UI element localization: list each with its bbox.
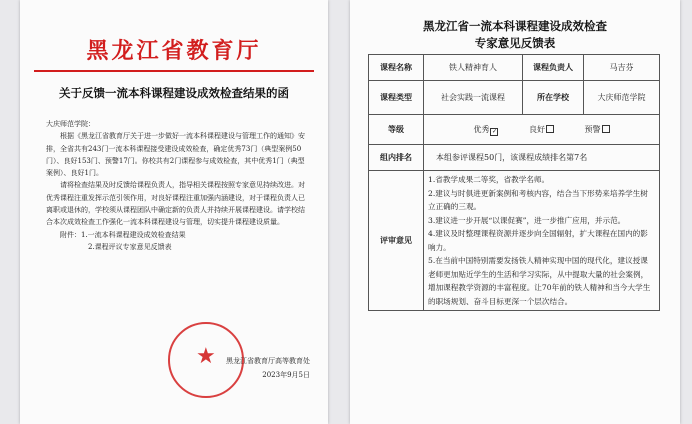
letter-paragraph: 请将检查结果及时反馈给课程负责人，指导相关课程按照专家意见持续改进。对优秀课程注重发挥示范引领作用，对良好课程注重加强内涵建设，对于课程负责人已离职或退休的，学校须从课程团队中确定新的负责人并持续开展课程建设。请学校结合本次成效检查工作强化一流本科课程建设与管理，切实提升课程建设质量。 — [46, 181, 305, 227]
attachment-item: 2.课程评议专家意见反馈表 — [88, 242, 172, 251]
empty-box-icon — [546, 125, 554, 133]
letterhead-title: 黑龙江省教育厅 — [86, 38, 262, 64]
letter-paragraph: 根据《黑龙江省教育厅关于进一步做好一流本科课程建设与管理工作的通知》安排，全省共有243门一流本科课程接受建设成效检查，确定优秀73门（典型案例50门）、良好153门、预警17门。你校共有2门课程参与成效检查，其中优秀1门（典型案例）、良好1门。 — [46, 132, 305, 178]
school-value: 大庆师范学院 — [584, 81, 660, 115]
table-row — [369, 115, 660, 145]
letter-signature: 黑龙江省教育厅高等教育处 — [226, 357, 310, 365]
review-item: 2.建议与时俱进更新案例和考核内容，结合当下形势来培养学生树立正确的三观。 — [428, 188, 648, 211]
school-label: 所在学校 — [523, 81, 584, 115]
course-name-value: 铁人精神育人 — [424, 55, 523, 81]
rank-value: 本组参评课程50门，该课程成绩排名第7名 — [424, 145, 660, 171]
review-item: 3.建议进一步开展“以课促赛”，进一步推广应用，并示范。 — [428, 215, 626, 225]
letter-date: 2023年9月5日 — [262, 371, 310, 379]
form-title-line: 黑龙江省一流本科课程建设成效检查 — [423, 19, 607, 33]
letter-signature-block — [140, 354, 310, 382]
course-owner-label: 课程负责人 — [523, 55, 584, 81]
form-title — [350, 18, 680, 52]
course-name-label: 课程名称 — [369, 55, 424, 81]
letterhead-rule — [34, 70, 314, 72]
rank-label: 组内排名 — [369, 145, 424, 171]
grade-options — [424, 115, 660, 145]
review-item: 1.省教学成果二等奖，省教学名师。 — [428, 175, 550, 184]
checked-box-icon: ✓ — [491, 128, 497, 135]
review-content — [424, 171, 660, 311]
course-type-value: 社会实践一流课程 — [424, 81, 523, 115]
course-type-label: 课程类型 — [369, 81, 424, 115]
review-item: 4.建议及时整理课程资源并逐步向全国辐射，扩大课程在国内的影响力。 — [428, 229, 648, 252]
attachment-item — [46, 229, 308, 241]
letter-title: 关于反馈一流本科课程建设成效检查结果的函 — [59, 86, 289, 100]
empty-box-icon — [602, 125, 610, 133]
table-row — [369, 171, 660, 311]
course-owner-value: 马吉芬 — [584, 55, 660, 81]
letter-body — [46, 118, 308, 253]
feedback-table — [368, 54, 660, 311]
review-label: 评审意见 — [369, 171, 424, 311]
grade-good: 良好 — [529, 125, 554, 134]
seal-star-icon: ★ — [196, 344, 216, 369]
review-item: 5.在当前中国特别需要发扬铁人精神实现中国的现代化，建议授课老师更加贴近学生的生活和学习实际，从中提取大量的社会案例，增加课程教学资源的丰富程度。让70年前的铁人精神和当今大学生的职场规划、奋斗目标更深一个层次结合。 — [428, 256, 651, 306]
table-row — [369, 81, 660, 115]
letter-recipient: 大庆师范学院： — [46, 120, 95, 128]
grade-warning: 预警 — [585, 125, 610, 134]
attachment-text: 1.一流本科课程建设成效检查结果 — [81, 230, 186, 239]
grade-label: 等级 — [369, 115, 424, 145]
official-letter-page — [20, 0, 328, 424]
table-row — [369, 55, 660, 81]
table-row — [369, 145, 660, 171]
feedback-form-page — [350, 0, 680, 424]
grade-excellent: 优秀 ✓ — [473, 125, 497, 135]
form-title-line: 专家意见反馈表 — [474, 36, 556, 50]
attachments-label: 附件： — [60, 230, 81, 239]
